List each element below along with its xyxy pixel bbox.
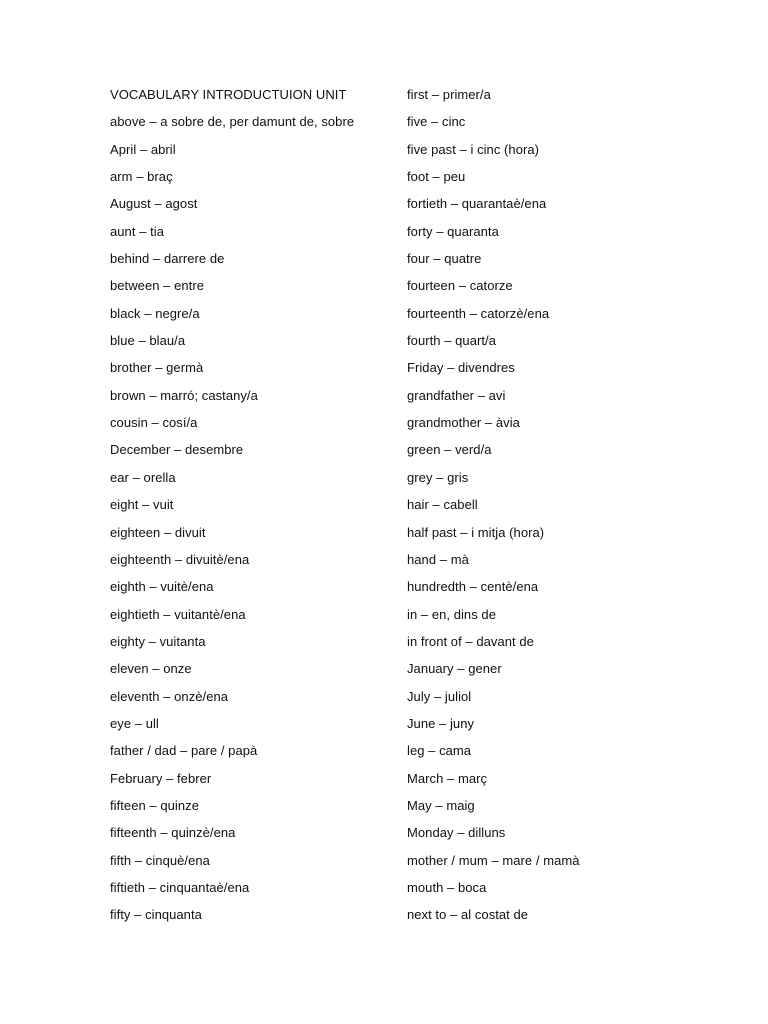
vocabulary-entry: May – maig <box>407 797 475 813</box>
vocabulary-entry: five past – i cinc (hora) <box>407 141 540 157</box>
vocabulary-entry: green – verd/a <box>407 442 492 458</box>
vocabulary-entry: eye – ull <box>110 715 159 731</box>
vocabulary-entry: behind – darrere de <box>110 251 225 267</box>
vocabulary-entry: fifty – cinquanta <box>110 907 202 923</box>
vocabulary-entry: ear – orella <box>110 469 176 485</box>
vocabulary-entry: five – cinc <box>407 114 466 130</box>
vocabulary-entry: next to – al costat de <box>407 907 529 923</box>
vocabulary-entry: fourteen – catorze <box>407 278 513 294</box>
vocabulary-entry: hundredth – centè/ena <box>407 579 539 595</box>
vocabulary-entry: mother / mum – mare / mamà <box>407 852 580 868</box>
vocabulary-entry: eighteenth – divuitè/ena <box>110 551 250 567</box>
vocabulary-entry: fourteenth – catorzè/ena <box>407 305 550 321</box>
vocabulary-entry: Monday – dilluns <box>407 825 506 841</box>
vocabulary-entry: fifteenth – quinzè/ena <box>110 825 236 841</box>
vocabulary-entry: February – febrer <box>110 770 212 786</box>
vocabulary-entry: in front of – davant de <box>407 633 534 649</box>
vocabulary-entry: fifteen – quinze <box>110 797 199 813</box>
vocabulary-entry: July – juliol <box>407 688 472 704</box>
vocabulary-entry: four – quatre <box>407 251 482 267</box>
vocabulary-entry: fortieth – quarantaè/ena <box>407 196 547 212</box>
vocabulary-entry: brother – germà <box>110 360 204 376</box>
vocabulary-entry: hair – cabell <box>407 497 478 513</box>
page-title: VOCABULARY INTRODUCTUION UNIT <box>110 87 347 102</box>
vocabulary-entry: eighth – vuitè/ena <box>110 579 214 595</box>
vocabulary-entry: eleventh – onzè/ena <box>110 688 229 704</box>
vocabulary-entry: aunt – tia <box>110 223 164 239</box>
vocabulary-entry: first – primer/a <box>407 87 491 102</box>
vocabulary-entry: April – abril <box>110 141 176 157</box>
vocabulary-entry: eight – vuit <box>110 497 174 513</box>
vocabulary-entry: eighteen – divuit <box>110 524 206 540</box>
vocabulary-entry: fourth – quart/a <box>407 333 496 349</box>
vocabulary-entry: cousin – cosí/a <box>110 415 198 431</box>
vocabulary-entry: half past – i mitja (hora) <box>407 524 545 540</box>
vocabulary-entry: eleven – onze <box>110 661 192 677</box>
vocabulary-entry: December – desembre <box>110 442 244 458</box>
vocabulary-left-column <box>110 81 400 929</box>
vocabulary-entry: August – agost <box>110 196 198 212</box>
vocabulary-entry: grandfather – avi <box>407 387 506 403</box>
vocabulary-entry: between – entre <box>110 278 204 294</box>
vocabulary-entry: father / dad – pare / papà <box>110 743 258 759</box>
vocabulary-entry: foot – peu <box>407 169 466 185</box>
vocabulary-entry: grandmother – àvia <box>407 415 520 431</box>
vocabulary-entry: leg – cama <box>407 743 472 759</box>
vocabulary-entry: January – gener <box>407 661 502 677</box>
vocabulary-entry: March – març <box>407 770 488 786</box>
vocabulary-entry: blue – blau/a <box>110 333 186 349</box>
vocabulary-right-column <box>407 81 707 929</box>
vocabulary-entry: June – juny <box>407 715 475 731</box>
vocabulary-entry: fifth – cinquè/ena <box>110 852 210 868</box>
vocabulary-entry: black – negre/a <box>110 305 200 321</box>
vocabulary-entry: forty – quaranta <box>407 223 499 239</box>
vocabulary-entry: arm – braç <box>110 169 173 185</box>
vocabulary-entry: eightieth – vuitantè/ena <box>110 606 246 622</box>
vocabulary-entry: grey – gris <box>407 469 469 485</box>
vocabulary-entry: eighty – vuitanta <box>110 633 206 649</box>
vocabulary-entry: in – en, dins de <box>407 606 496 622</box>
vocabulary-entry: mouth – boca <box>407 879 487 895</box>
vocabulary-entry: above – a sobre de, per damunt de, sobre <box>110 114 355 130</box>
vocabulary-entry: Friday – divendres <box>407 360 515 376</box>
vocabulary-entry: fiftieth – cinquantaè/ena <box>110 879 250 895</box>
vocabulary-entry: hand – mà <box>407 551 469 567</box>
vocabulary-entry: brown – marró; castany/a <box>110 387 258 403</box>
